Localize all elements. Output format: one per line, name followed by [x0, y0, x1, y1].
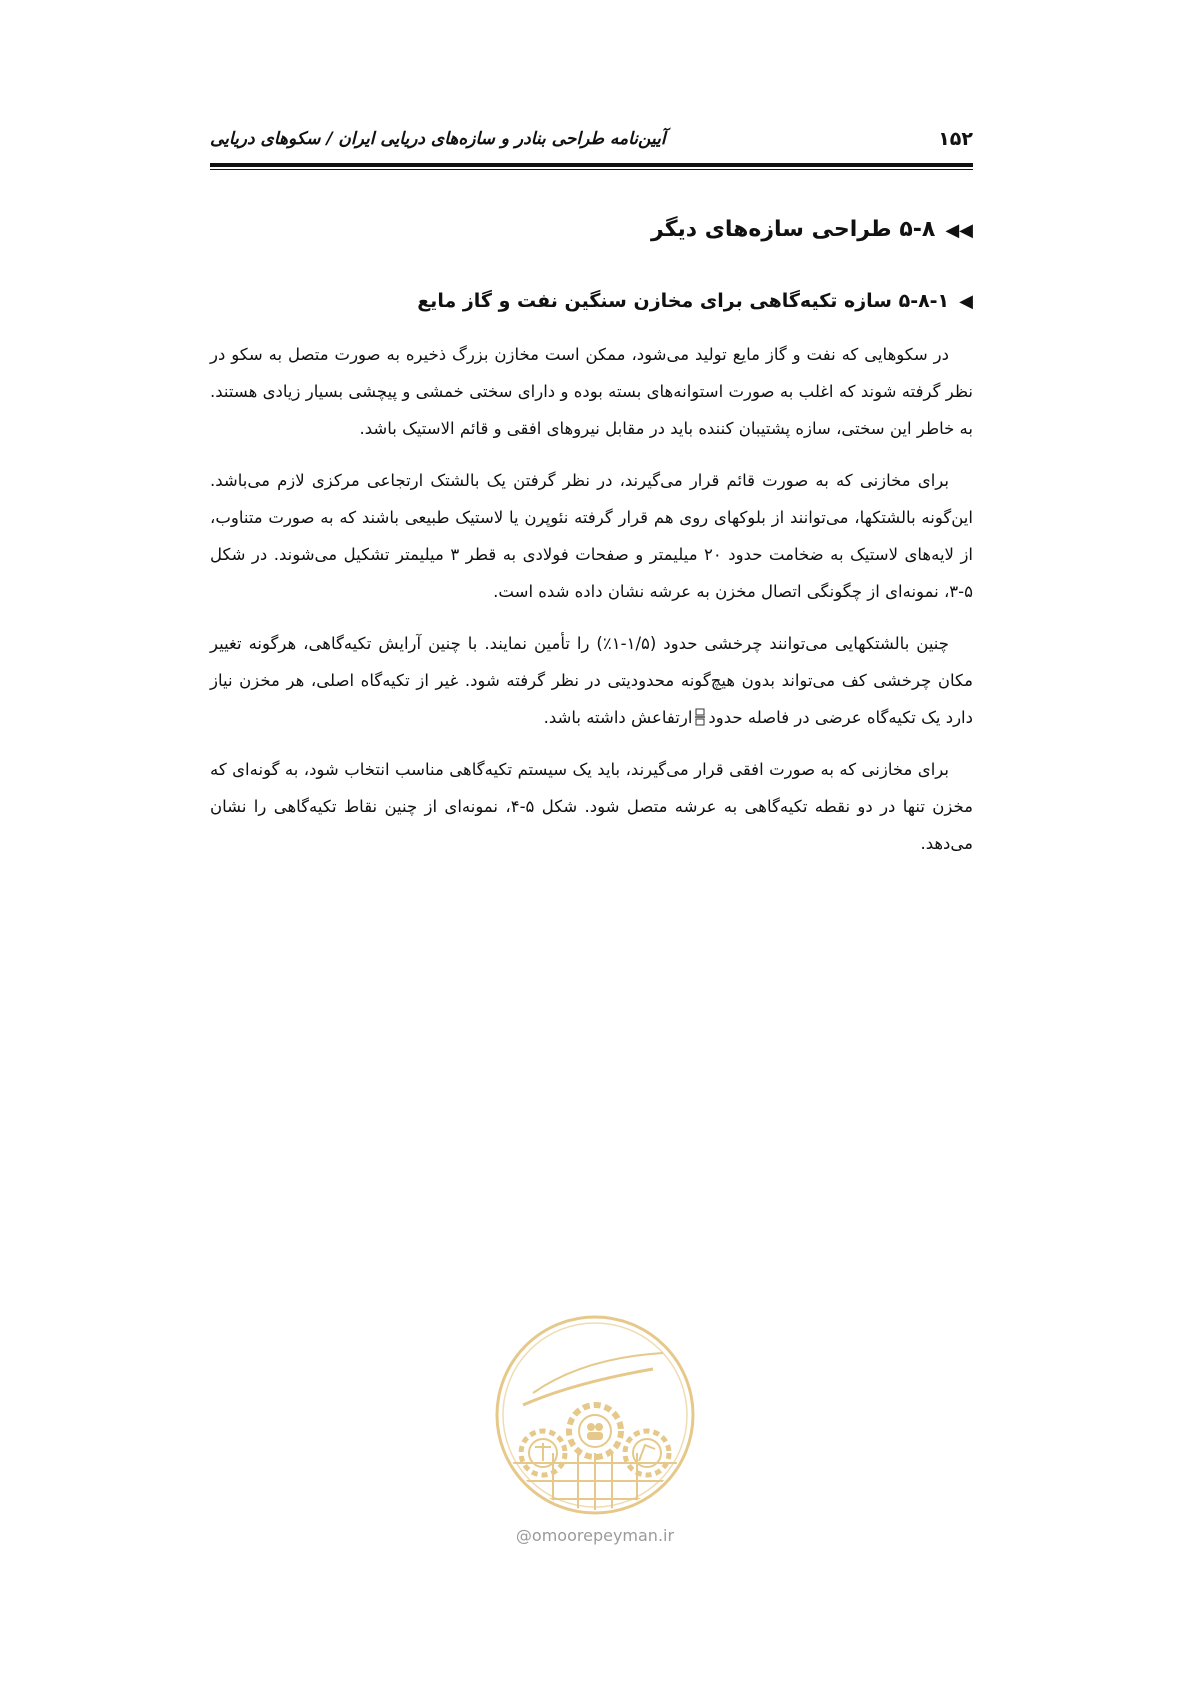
subsection-heading	[210, 290, 973, 312]
logo-website: @omoorepeyman.ir	[515, 1526, 675, 1545]
paragraph-text: چنین بالشتکهایی می‌توانند چرخشی حدود (۱/۵-۱٪) را تأمین نمایند. با چنین آرایش تکیه‌گاهی، هرگونه تغییر مکان چرخشی کف می‌تواند بدون هیچ‌گونه محدودیتی در نظر گرفته شود. غیر از تکیه‌گاه اصلی، هر مخزن نیاز دارد یک تکیه‌گاه عرضی در فاصله حدود	[210, 634, 973, 727]
paragraph: برای مخازنی که به صورت قائم قرار می‌گیرند، در نظر گرفتن یک بالشتک ارتجاعی مرکزی لازم می‌باشد. این‌گونه بالشتکها، می‌توانند از بلوکهای روی هم قرار گرفته نئوپرن یا لاستیک طبیعی باشند که به صورت متناوب، از لایه‌های لاستیک به ضخامت حدود ۲۰ میلیمتر و صفحات فولادی به قطر ۳ میلیمتر تشکیل می‌شوند. در شکل ۵-۳، نمونه‌ای از چگونگی اتصال مخزن به عرشه نشان داده شده است.	[210, 471, 973, 601]
paragraph: برای مخازنی که به صورت افقی قرار می‌گیرند، باید یک سیستم تکیه‌گاهی مناسب انتخاب شود، به گونه‌ای که مخزن تنها در دو نقطه تکیه‌گاهی به عرشه متصل شود. شکل ۵-۴، نمونه‌ای از چنین نقاط تکیه‌گاهی را نشان می‌دهد.	[210, 760, 973, 853]
paragraph	[210, 625, 973, 736]
header-rule-thin	[210, 169, 973, 170]
header-rule-thick	[210, 163, 973, 167]
paragraph-text: ارتفاعش داشته باشد.	[543, 708, 693, 727]
paragraph: در سکوهایی که نفت و گاز مایع تولید می‌شود، ممکن است مخازن بزرگ ذخیره به صورت متصل به سکو در نظر گرفته شوند که اغلب به صورت استوانه‌های بسته بوده و دارای سختی خمشی و پیچشی بسیار زیادی هستند. به خاطر این سختی، سازه پشتیبان کننده باید در مقابل نیروهای افقی و قائم الاستیک باشد.	[210, 345, 973, 438]
page-number: ۱۵۲	[938, 128, 973, 150]
fraction-symbol-icon	[695, 708, 705, 726]
section-heading	[210, 217, 973, 242]
omoorepeyman-logo	[493, 1313, 697, 1517]
running-header	[210, 128, 973, 158]
triangle-bullet-icon: ◀	[959, 291, 973, 312]
section-title: ۵-۸ طراحی سازه‌های دیگر	[651, 217, 936, 242]
double-triangle-bullet-icon: ◀◀	[945, 220, 973, 241]
running-title: آیین‌نامه طراحی بنادر و سازه‌های دریایی ایران / سکوهای دریایی	[210, 129, 666, 149]
subsection-title: ۵-۸-۱ سازه تکیه‌گاهی برای مخازن سنگین نفت و گاز مایع	[417, 290, 950, 312]
body-text	[210, 336, 973, 877]
